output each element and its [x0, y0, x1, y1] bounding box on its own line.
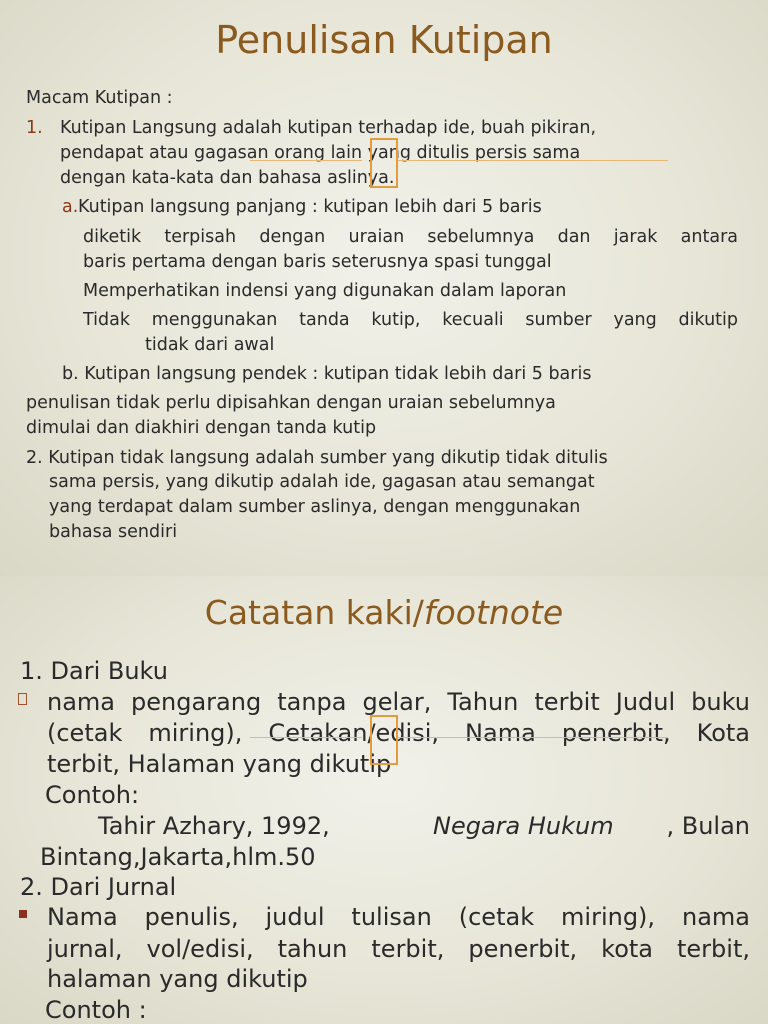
section2-example-label: Contoh :: [45, 996, 147, 1024]
section2-heading: 2. Dari Jurnal: [20, 873, 177, 901]
slide-title: [0, 590, 768, 636]
section1-bullet-line1: nama pengarang tanpa gelar, Tahun terbit Judul buku: [47, 688, 750, 716]
sub-b-text: b. Kutipan langsung pendek : kutipan tidak lebih dari 5 baris: [62, 364, 592, 384]
section2-bullet-line2: jurnal, vol/edisi, tahun terbit, penerbit, kota terbit,: [47, 935, 750, 963]
intro-text: Macam Kutipan :: [26, 88, 173, 108]
section2-bullet-line1: Nama penulis, judul tulisan (cetak miring), nama: [47, 903, 750, 931]
item2-line1: 2. Kutipan tidak langsung adalah sumber yang dikutip tidak ditulis: [26, 448, 608, 468]
sub-a-text: Kutipan langsung panjang : kutipan lebih dari 5 baris: [78, 197, 542, 217]
item2-line2: sama persis, yang dikutip adalah ide, gagasan atau semangat: [49, 472, 595, 492]
slide-title: Penulisan Kutipan: [215, 18, 553, 62]
item1-line2: pendapat atau gagasan orang lain yang ditulis persis sama: [60, 143, 581, 163]
item1-line1: Kutipan Langsung adalah kutipan terhadap ide, buah pikiran,: [60, 118, 597, 138]
title-plain: Catatan kaki/: [204, 593, 424, 632]
title-italic: footnote: [423, 593, 564, 632]
section2-bullet-line3: halaman yang dikutip: [47, 965, 308, 993]
hollow-square-bullet-icon: [18, 693, 27, 705]
section1-example-rest: , Bulan: [666, 812, 750, 840]
sub-a-marker: a.: [62, 197, 79, 217]
sub-a-p3-line2: tidak dari awal: [145, 335, 275, 355]
section1-example-line2: Bintang,Jakarta,hlm.50: [40, 843, 316, 871]
item1-line3: dengan kata-kata dan bahasa aslinya.: [60, 168, 395, 188]
sub-b-line2: dimulai dan diakhiri dengan tanda kutip: [26, 418, 377, 438]
sub-a-p1-line2: baris pertama dengan baris seterusnya spasi tunggal: [83, 252, 552, 272]
list-number-1: 1.: [26, 118, 43, 138]
solid-square-bullet-icon: [19, 910, 27, 918]
section1-heading: 1. Dari Buku: [20, 657, 168, 685]
sub-a-p1-line1: diketik terpisah dengan uraian sebelumnya dan jarak antara: [83, 227, 738, 247]
section1-example-title: Negara Hukum: [433, 812, 614, 840]
section1-example-label: Contoh:: [45, 781, 140, 809]
sub-a-p3-line1: Tidak menggunakan tanda kutip, kecuali sumber yang dikutip: [83, 310, 738, 330]
sub-a-p2: Memperhatikan indensi yang digunakan dalam laporan: [83, 281, 567, 301]
section1-example-author: Tahir Azhary, 1992,: [98, 812, 330, 840]
section1-bullet-line2: (cetak miring), Cetakan/edisi, Nama penerbit, Kota: [47, 719, 750, 747]
sub-b-line1: penulisan tidak perlu dipisahkan dengan uraian sebelumnya: [26, 393, 556, 413]
slide-catatan-kaki: [0, 576, 768, 1024]
section1-bullet-line3: terbit, Halaman yang dikutip: [47, 750, 392, 778]
item2-line4: bahasa sendiri: [49, 522, 178, 542]
item2-line3: yang terdapat dalam sumber aslinya, dengan menggunakan: [49, 497, 581, 517]
